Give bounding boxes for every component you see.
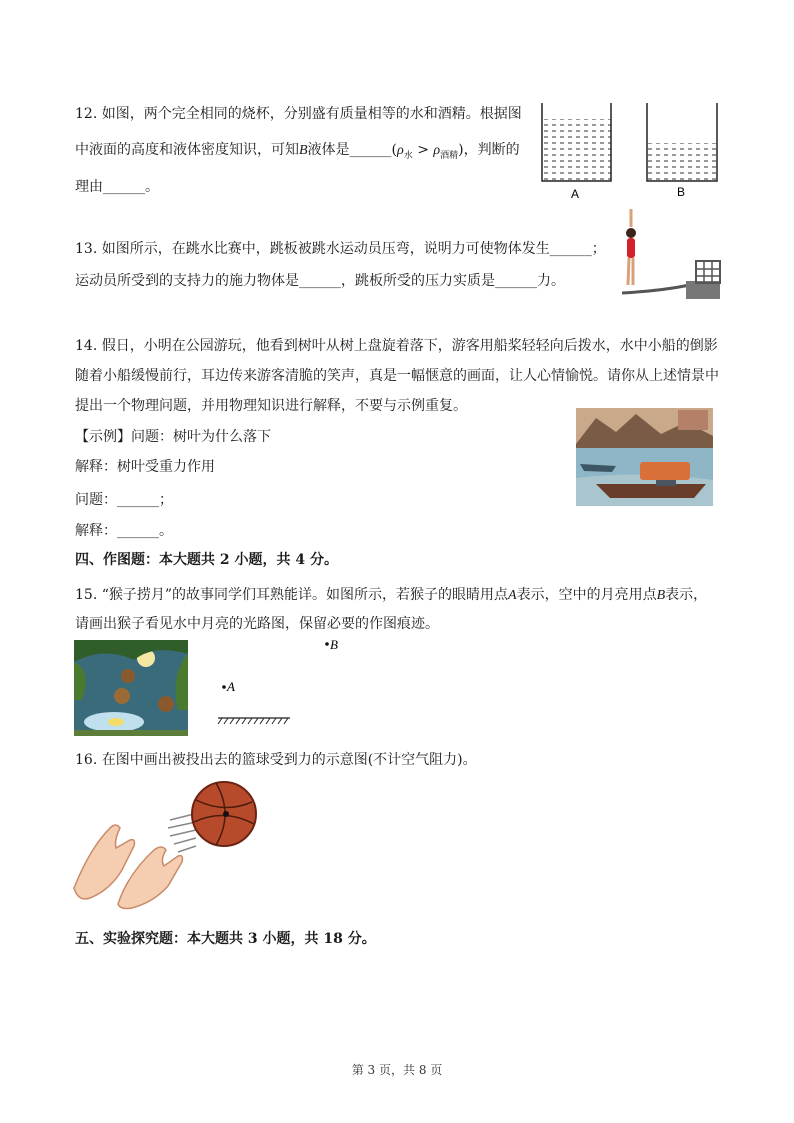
q14-question-blank: 问题：______； xyxy=(75,492,173,508)
q14-example-question: 【示例】问题：树叶为什么落下 xyxy=(75,429,271,445)
q12-line-1: 12. 如图，两个完全相同的烧杯，分别盛有质量相等的水和酒精。根据图 xyxy=(75,106,522,122)
page-footer: 第 3 页，共 8 页 xyxy=(351,1063,443,1077)
q14-line-3: 提出一个物理问题，并用物理知识进行解释，不要与示例重复。 xyxy=(75,398,467,414)
q14-line-1: 14. 假日，小明在公园游玩，他看到树叶从树上盘旋着落下，游客用船桨轻轻向后拨水，水中小船的倒影 xyxy=(75,338,718,354)
diving-board-image xyxy=(622,261,720,299)
q12-line-3: 理由______。 xyxy=(75,179,159,195)
monkey-moon-picture xyxy=(74,640,188,736)
boat-photo xyxy=(576,408,713,506)
light-path-diagram xyxy=(210,632,350,732)
q16-line-1: 16. 在图中画出被投出去的篮球受到力的示意图(不计空气阻力)。 xyxy=(75,752,477,768)
beaker-b-label: B xyxy=(677,185,686,199)
diver-image xyxy=(626,209,636,285)
beaker-b xyxy=(647,103,717,181)
diving-board-figure xyxy=(600,205,725,305)
point-b-label: B xyxy=(330,637,338,652)
q14-example-answer: 解释：树叶受重力作用 xyxy=(75,459,215,475)
q14-line-2: 随着小船缓慢前行，耳边传来游客清脆的笑声，真是一幅惬意的画面，让人心情愉悦。请你从上述情景中 xyxy=(75,368,719,384)
q13-line-1: 13. 如图所示，在跳水比赛中，跳板被跳水运动员压弯，说明力可使物体发生______； xyxy=(75,241,606,257)
beaker-figure xyxy=(535,98,725,208)
beaker-a-label: A xyxy=(571,187,580,201)
beaker-a xyxy=(542,103,611,181)
basketball-image xyxy=(192,782,256,846)
q15-line-2: 请画出猴子看见水中月亮的光路图，保留必要的作图痕迹。 xyxy=(75,616,439,632)
section-4-heading: 四、作图题：本大题共 2 小题，共 4 分。 xyxy=(75,552,338,568)
point-b-dot xyxy=(325,642,329,646)
q14-explain-blank: 解释：______。 xyxy=(75,523,173,539)
water-surface xyxy=(218,718,290,724)
q13-line-2: 运动员所受到的支持力的施力物体是______，跳板所受的压力实质是______力。 xyxy=(75,273,565,289)
point-a-dot xyxy=(222,685,226,689)
q12-line-2: 中液面的高度和液体密度知识，可知B液体是$\_\_\_\_\_\_(\rho_水 > \rho_{酒精})$，判断的 xyxy=(75,142,520,161)
basketball-figure xyxy=(70,778,270,910)
section-5-heading: 五、实验探究题：本大题共 3 小题，共 18 分。 xyxy=(75,931,376,947)
point-a-label: A xyxy=(227,679,235,694)
hands-image xyxy=(74,825,183,909)
q15-line-1: 15. “猴子捞月”的故事同学们耳熟能详。如图所示，若猴子的眼睛用点A表示，空中的月亮用点B表示， xyxy=(75,587,708,603)
